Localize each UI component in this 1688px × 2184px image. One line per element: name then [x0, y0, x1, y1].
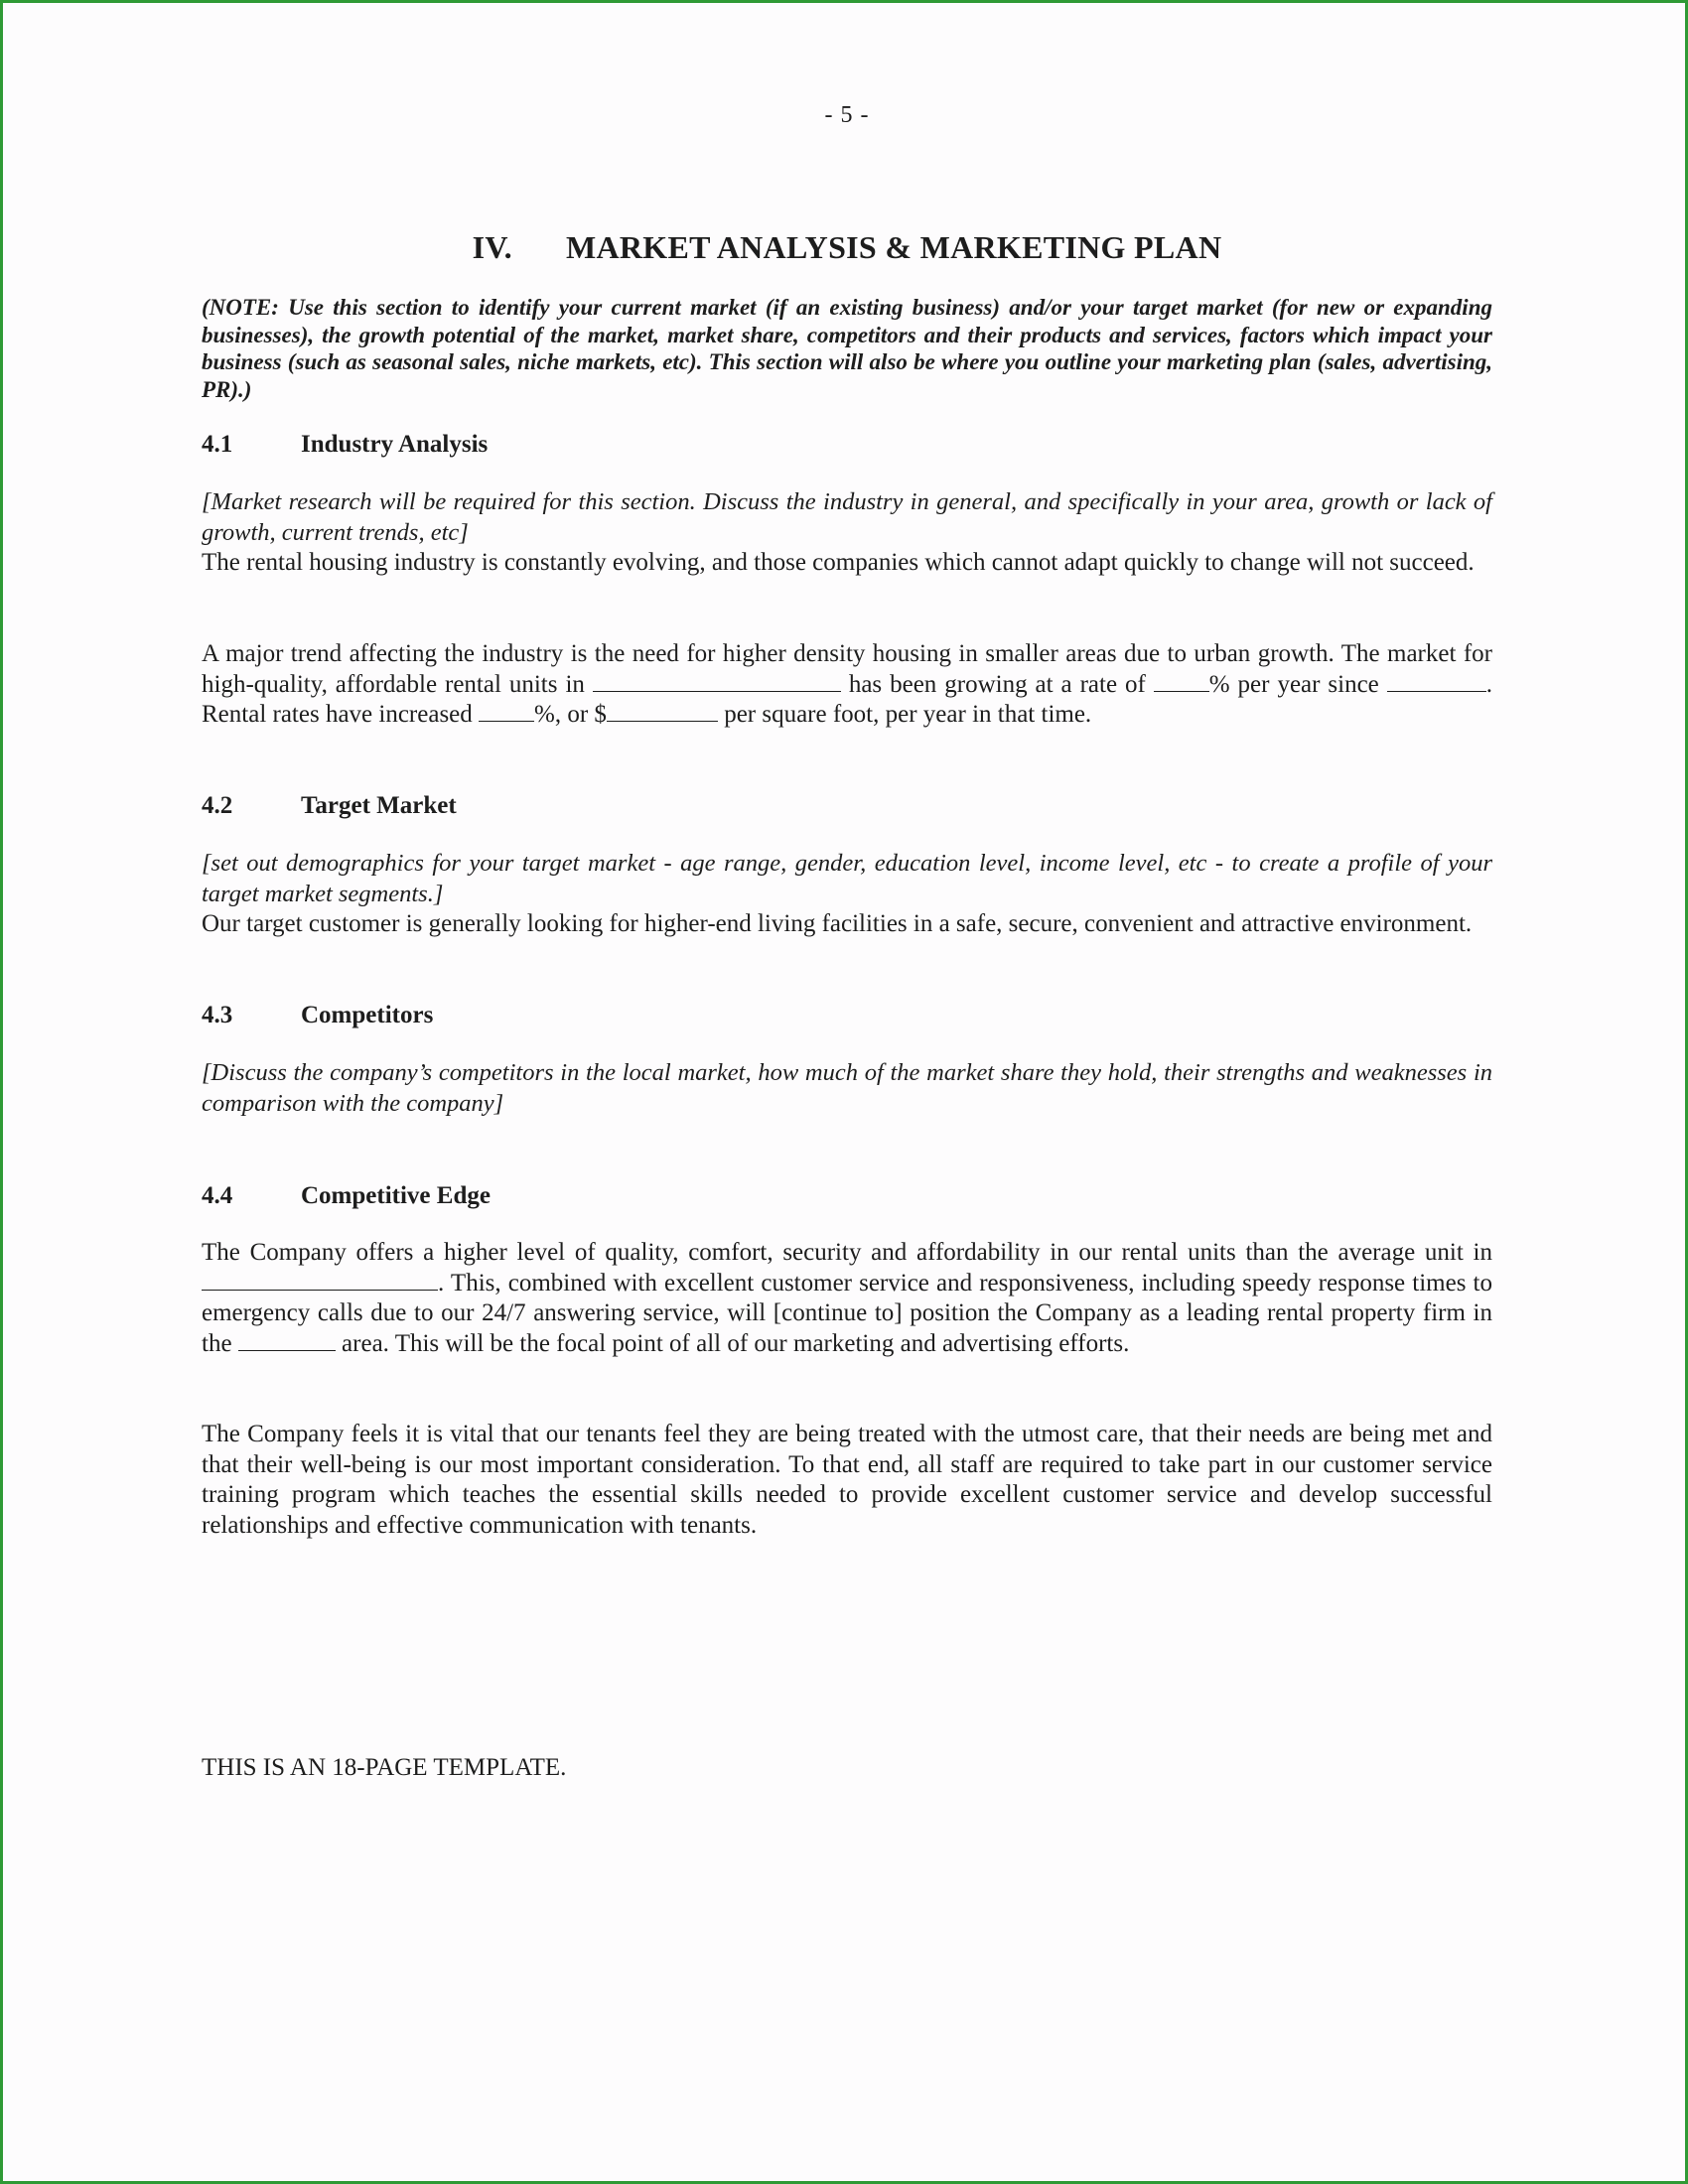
- subsection-heading-4-3: [202, 1000, 1492, 1031]
- fill-in-blank-location: [202, 1270, 438, 1291]
- target-market-text: [202, 849, 1492, 940]
- subsection-title: Industry Analysis: [301, 431, 489, 458]
- subsection-heading-4-4: [202, 1180, 1492, 1212]
- target-market-paragraph: Our target customer is generally looking for higher-end living facilities in a safe, secure, convenient and attractive environment.: [202, 910, 1473, 937]
- fill-in-blank-area: [593, 671, 841, 692]
- competitors-instruction: [Discuss the company’s competitors in the local market, how much of the market share they hold, their strengths and weaknesses in comparison with the company]: [202, 1059, 1492, 1117]
- competitive-edge-paragraph-2: The Company feels it is vital that our tenants feel they are being treated with the utmost care, that their needs are being met and that their well-being is our most important consideration. To that end, all staff are required to take part in our customer service training program which teaches the essential skills needed to provide excellent customer service and develop successful relationships and effective communication with tenants.: [202, 1421, 1492, 1539]
- section-heading-title: MARKET ANALYSIS & MARKETING PLAN: [565, 229, 1222, 265]
- fill-in-blank-rate-increase: [479, 701, 534, 722]
- fill-in-blank-price: [607, 701, 718, 722]
- industry-paragraph-2: A major trend affecting the industry is the need for higher density housing in smaller areas due to urban growth. The market for high-quality, affordable rental units in has been growing at a rate of % per year since . Rental rates have increased %, or $ per square foot, per year in that time.: [202, 640, 1492, 728]
- subsection-title: Competitive Edge: [301, 1182, 491, 1209]
- industry-analysis-text: [202, 487, 1492, 579]
- industry-instruction: [Market research will be required for this section. Discuss the industry in general, and specifically in your area, growth or lack of growth, current trends, etc]: [202, 488, 1492, 546]
- section-heading: [202, 227, 1492, 267]
- template-footer-note: THIS IS AN 18-PAGE TEMPLATE.: [202, 1754, 567, 1781]
- subsection-number: 4.4: [202, 1182, 233, 1209]
- subsection-number: 4.2: [202, 792, 233, 819]
- fill-in-blank-growth-rate: [1154, 671, 1209, 692]
- page-number: - 5 -: [824, 102, 870, 128]
- subsection-number: 4.1: [202, 431, 233, 458]
- section-note: (NOTE: Use this section to identify your current market (if an existing business) and/or your target market (for new or expanding businesses), the growth potential of the market, market share, competitors and their products and services, factors which impact your business (such as seasonal sales, niche markets, etc). This section will also be where you outline your marketing plan (sales, advertising, PR).): [202, 295, 1492, 402]
- subsection-number: 4.3: [202, 1002, 233, 1028]
- subsection-heading-4-2: [202, 790, 1492, 822]
- subsection-title: Competitors: [301, 1002, 434, 1028]
- subsection-heading-4-1: [202, 429, 1492, 461]
- fill-in-blank-area-name: [238, 1330, 336, 1351]
- subsection-title: Target Market: [301, 792, 457, 819]
- competitive-edge-paragraph-1: The Company offers a higher level of quality, comfort, security and affordability in our rental units than the average unit in . This, combined with excellent customer service and responsiveness, including speedy response times to emergency calls due to our 24/7 answering service, will [continue to] position the Company as a leading rental property firm in the area. This will be the focal point of all of our marketing and advertising efforts.: [202, 1239, 1492, 1357]
- section-heading-number: IV.: [472, 229, 512, 265]
- target-market-instruction: [set out demographics for your target market - age range, gender, education level, income level, etc - to create a profile of your target market segments.]: [202, 850, 1492, 907]
- industry-paragraph-1: The rental housing industry is constantly evolving, and those companies which cannot adapt quickly to change will not succeed.: [202, 549, 1475, 576]
- fill-in-blank-year: [1387, 671, 1486, 692]
